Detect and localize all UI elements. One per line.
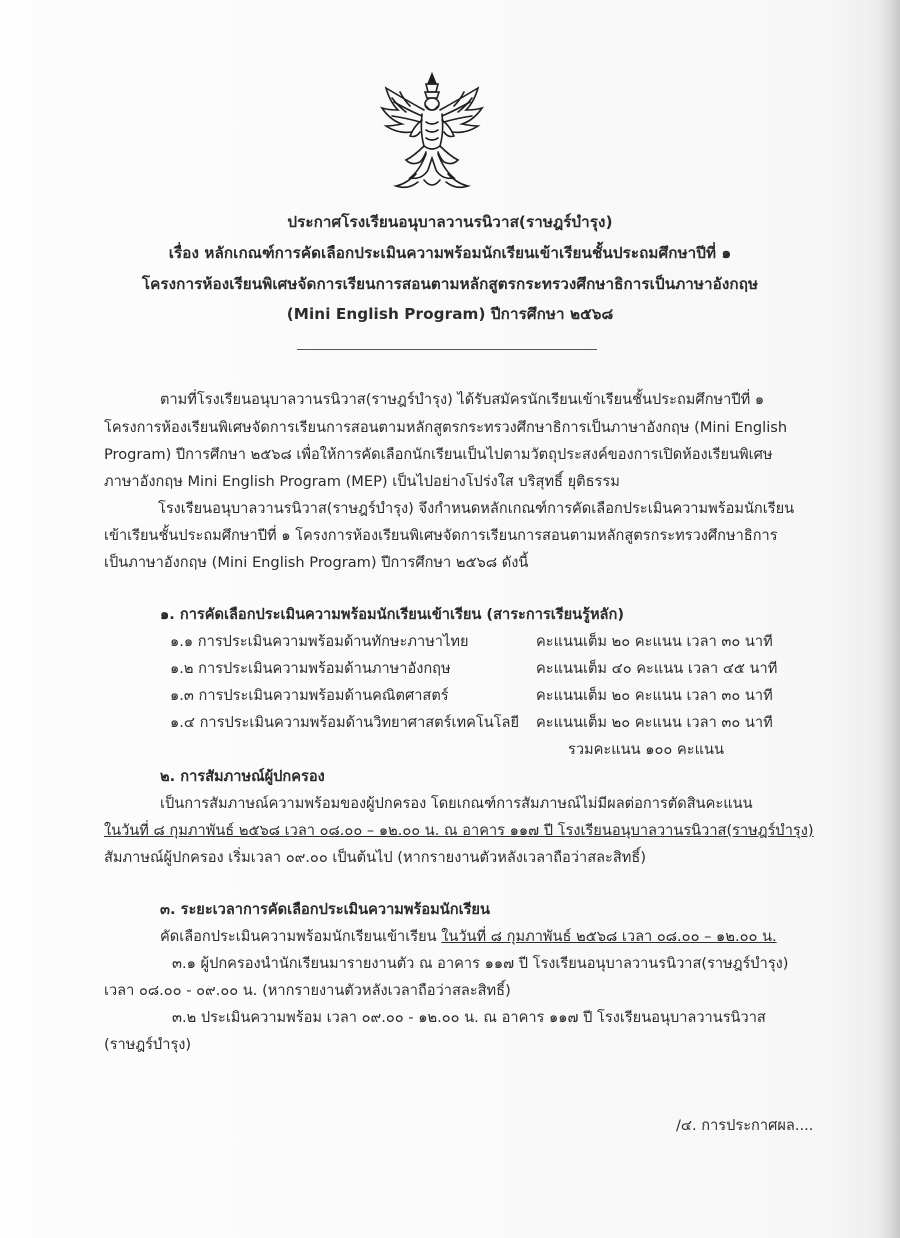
intro-p2-line3: เป็นภาษาอังกฤษ (Mini English Program) ปีการศึกษา ๒๕๖๘ ดังนี้ <box>104 554 529 571</box>
section1-item-score: คะแนนเต็ม ๒๐ คะแนน เวลา ๓๐ นาที <box>536 687 773 704</box>
section1-item-label: ๑.๓ การประเมินความพร้อมด้านคณิตศาสตร์ <box>170 687 449 704</box>
section1-item-score: คะแนนเต็ม ๒๐ คะแนน เวลา ๓๐ นาที <box>536 633 773 650</box>
section3-selection-date: ในวันที่ ๘ กุมภาพันธ์ ๒๕๖๘ เวลา ๐๘.๐๐ – ๑๒.๐๐ น. <box>441 928 777 945</box>
section3-item32-line2: (ราษฎร์บำรุง) <box>104 1036 192 1053</box>
section3-item31-line1: ๓.๑ ผู้ปกครองนำนักเรียนมารายงานตัว ณ อาคาร ๑๑๗ ปี โรงเรียนอนุบาลวานรนิวาส(ราษฎร์บำรุง) <box>172 955 789 972</box>
title-divider <box>297 349 597 350</box>
section1-item-label: ๑.๑ การประเมินความพร้อมด้านทักษะภาษาไทย <box>170 633 469 650</box>
section2-line1: เป็นการสัมภาษณ์ความพร้อมของผู้ปกครอง โดยเกณฑ์การสัมภาษณ์ไม่มีผลต่อการตัดสินคะแนน <box>160 795 753 812</box>
announcement-subject: เรื่อง หลักเกณฑ์การคัดเลือกประเมินความพร้อมนักเรียนเข้าเรียนชั้นประถมศึกษาปีที่ ๑ <box>168 244 732 262</box>
paper-edge-shadow <box>878 0 900 1238</box>
section1-item-label: ๑.๔ การประเมินความพร้อมด้านวิทยาศาสตร์เทคโนโลยี <box>170 714 520 731</box>
announcement-program-year: (Mini English Program) ปีการศึกษา ๒๕๖๘ <box>286 305 614 323</box>
section2-heading: ๒. การสัมภาษณ์ผู้ปกครอง <box>160 768 325 785</box>
section2-line3: สัมภาษณ์ผู้ปกครอง เริ่มเวลา ๐๙.๐๐ เป็นต้นไป (หากรายงานตัวหลังเวลาถือว่าสละสิทธิ์) <box>104 849 647 866</box>
announcement-project: โครงการห้องเรียนพิเศษจัดการเรียนการสอนตามหลักสูตรกระทรวงศึกษาธิการเป็นภาษาอังกฤษ <box>141 275 759 293</box>
section2-interview-date: ในวันที่ ๘ กุมภาพันธ์ ๒๕๖๘ เวลา ๐๘.๐๐ – ๑๒.๐๐ น. ณ อาคาร ๑๑๗ ปี โรงเรียนอนุบาลวานรนิวาส(ราษฎร์บำรุง) <box>104 822 814 839</box>
section1-item-score: คะแนนเต็ม ๒๐ คะแนน เวลา ๓๐ นาที <box>536 714 773 731</box>
intro-p2-line1: โรงเรียนอนุบาลวานรนิวาส(ราษฎร์บำรุง) จึงกำหนดหลักเกณฑ์การคัดเลือกประเมินความพร้อมนักเรียน <box>158 500 795 517</box>
section3-item32-line1: ๓.๒ ประเมินความพร้อม เวลา ๐๙.๐๐ - ๑๒.๐๐ น. ณ อาคาร ๑๑๗ ปี โรงเรียนอนุบาลวานรนิวาส <box>172 1009 766 1026</box>
section1-item-label: ๑.๒ การประเมินความพร้อมด้านภาษาอังกฤษ <box>170 660 451 677</box>
intro-p1-line4: ภาษาอังกฤษ Mini English Program (MEP) เป็นไปอย่างโปร่งใส บริสุทธิ์ ยุติธรรม <box>104 473 620 490</box>
section3-item31-line2: เวลา ๐๘.๐๐ - ๐๙.๐๐ น. (หากรายงานตัวหลังเวลาถือว่าสละสิทธิ์) <box>104 982 511 999</box>
continued-marker: /๔. การประกาศผล.... <box>676 1117 814 1134</box>
section3-heading: ๓. ระยะเวลาการคัดเลือกประเมินความพร้อมนักเรียน <box>160 901 490 918</box>
section3-line1-text: คัดเลือกประเมินความพร้อมนักเรียนเข้าเรียน <box>160 928 442 945</box>
section1-total: รวมคะแนน ๑๐๐ คะแนน <box>568 741 724 758</box>
intro-p2-line2: เข้าเรียนชั้นประถมศึกษาปีที่ ๑ โครงการห้องเรียนพิเศษจัดการเรียนการสอนตามหลักสูตรกระทรวงศึกษาธิการ <box>104 527 778 544</box>
intro-p1-line1: ตามที่โรงเรียนอนุบาลวานรนิวาส(ราษฎร์บำรุง) ได้รับสมัครนักเรียนเข้าเรียนชั้นประถมศึกษาปีที่ ๑ <box>160 391 765 408</box>
section1-heading: ๑. การคัดเลือกประเมินความพร้อมนักเรียนเข้าเรียน (สาระการเรียนรู้หลัก) <box>160 606 625 623</box>
intro-p1-line3: Program) ปีการศึกษา ๒๕๖๘ เพื่อให้การคัดเลือกนักเรียนเป็นไปตามวัตถุประสงค์ของการเปิดห้องเรียนพิเศษ <box>104 446 773 463</box>
section3-line1 <box>160 926 777 948</box>
garuda-emblem-icon <box>376 70 488 192</box>
announcement-title: ประกาศโรงเรียนอนุบาลวานรนิวาส(ราษฎร์บำรุง) <box>287 213 613 231</box>
intro-p1-line2: โครงการห้องเรียนพิเศษจัดการเรียนการสอนตามหลักสูตรกระทรวงศึกษาธิการเป็นภาษาอังกฤษ (Mini English <box>104 419 788 436</box>
section1-item-score: คะแนนเต็ม ๔๐ คะแนน เวลา ๔๕ นาที <box>536 660 778 677</box>
